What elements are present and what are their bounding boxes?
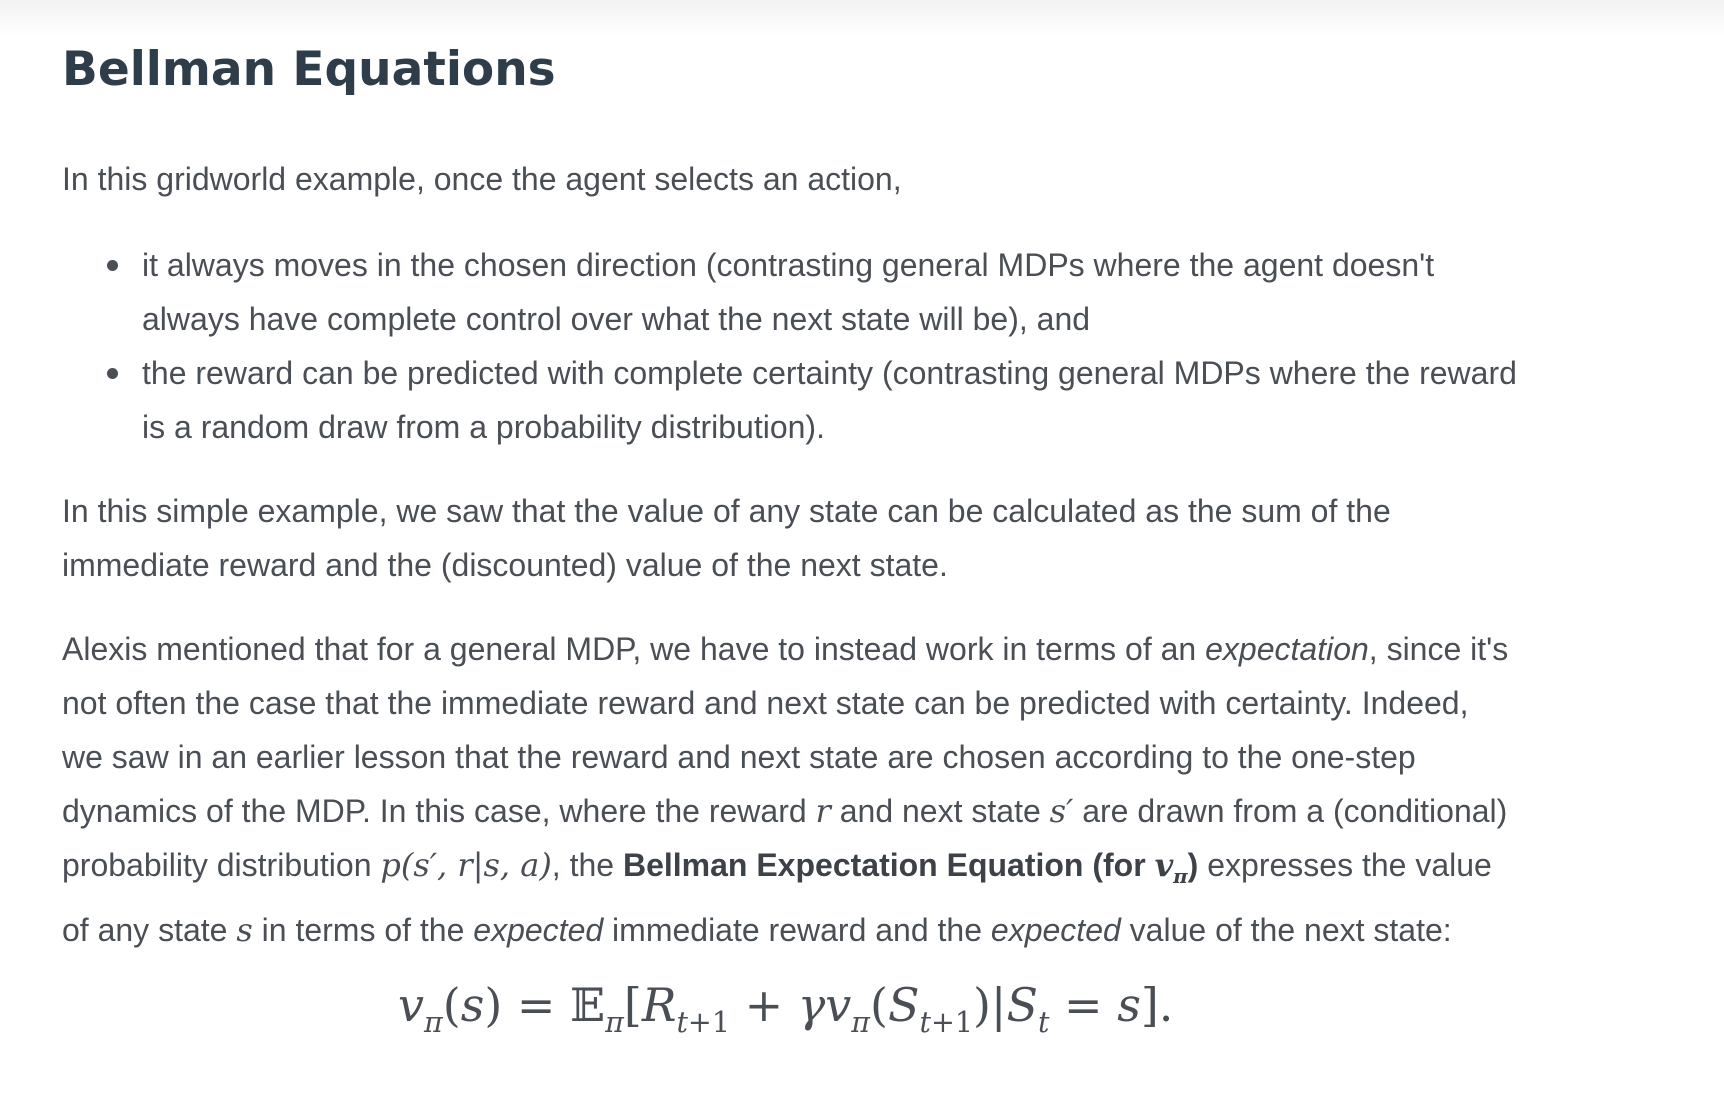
text-run: we saw in an earlier lesson that the reward and next state are chosen according to the one-step bbox=[62, 739, 1416, 775]
text-run: and next state bbox=[830, 793, 1050, 829]
math-state: s bbox=[236, 910, 253, 949]
math-reward: r bbox=[815, 792, 831, 830]
list-item-line: always have complete control over what the next state will be), and bbox=[142, 301, 1091, 337]
paragraph-line: In this simple example, we saw that the value of any state can be calculated as the sum of the bbox=[62, 493, 1391, 529]
page-title: Bellman Equations bbox=[62, 42, 556, 97]
text-run: ) bbox=[1187, 847, 1199, 883]
text-run: immediate reward and the bbox=[603, 911, 991, 948]
bullet-list bbox=[62, 238, 1517, 454]
list-item bbox=[62, 346, 1517, 454]
bullet-dot-icon bbox=[107, 260, 118, 271]
bellman-equation: $v_\pi(s)$ = $𝔼_\pi[R_{t+1} + \gamma v_\pi(S_{t+1})|S_t = s]$. bbox=[398, 978, 1174, 1039]
text-run: , the bbox=[551, 847, 623, 883]
paragraph-line: immediate reward and the (discounted) value of the next state. bbox=[62, 547, 948, 583]
text-run: expresses the value bbox=[1198, 847, 1492, 883]
text-run: probability distribution bbox=[62, 847, 381, 883]
paragraph-simple-example bbox=[62, 484, 1391, 592]
text-run: are drawn from a (conditional) bbox=[1073, 793, 1508, 829]
text-run: of any state bbox=[62, 911, 237, 948]
math-probability: p(s′, r|s, a) bbox=[380, 846, 552, 884]
list-item-line: the reward can be predicted with complete certainty (contrasting general MDPs where the reward bbox=[142, 355, 1517, 391]
math-pi-subscript: π bbox=[1173, 863, 1188, 888]
list-item bbox=[62, 238, 1517, 346]
text-run: value of the next state: bbox=[1120, 911, 1452, 948]
math-next-state: s′ bbox=[1049, 792, 1074, 830]
bullet-dot-icon bbox=[107, 368, 118, 379]
list-item-line: it always moves in the chosen direction (contrasting general MDPs where the agent doesn't bbox=[142, 247, 1435, 283]
text-run: not often the case that the immediate reward and next state can be predicted with certainty. Indeed, bbox=[62, 685, 1469, 721]
bold-bellman-expectation bbox=[622, 846, 1199, 888]
intro-text: In this gridworld example, once the agent selects an action, bbox=[62, 161, 902, 197]
text-run: in terms of the bbox=[252, 911, 474, 948]
text-run: Alexis mentioned that for a general MDP, we have to instead work in terms of an bbox=[62, 631, 1206, 667]
list-item-line: is a random draw from a probability distribution). bbox=[142, 409, 825, 445]
text-run: , since it's bbox=[1368, 631, 1509, 667]
top-shadow bbox=[0, 0, 1724, 36]
text-run: dynamics of the MDP. In this case, where the reward bbox=[62, 793, 816, 829]
emphasis-expectation: expectation bbox=[1205, 631, 1369, 667]
math-v: v bbox=[1154, 846, 1174, 884]
paragraph-expectation bbox=[62, 622, 1508, 957]
emphasis-expected: expected bbox=[473, 911, 604, 948]
emphasis-expected: expected bbox=[990, 911, 1121, 948]
text-run: Bellman Expectation Equation (for bbox=[622, 847, 1155, 883]
